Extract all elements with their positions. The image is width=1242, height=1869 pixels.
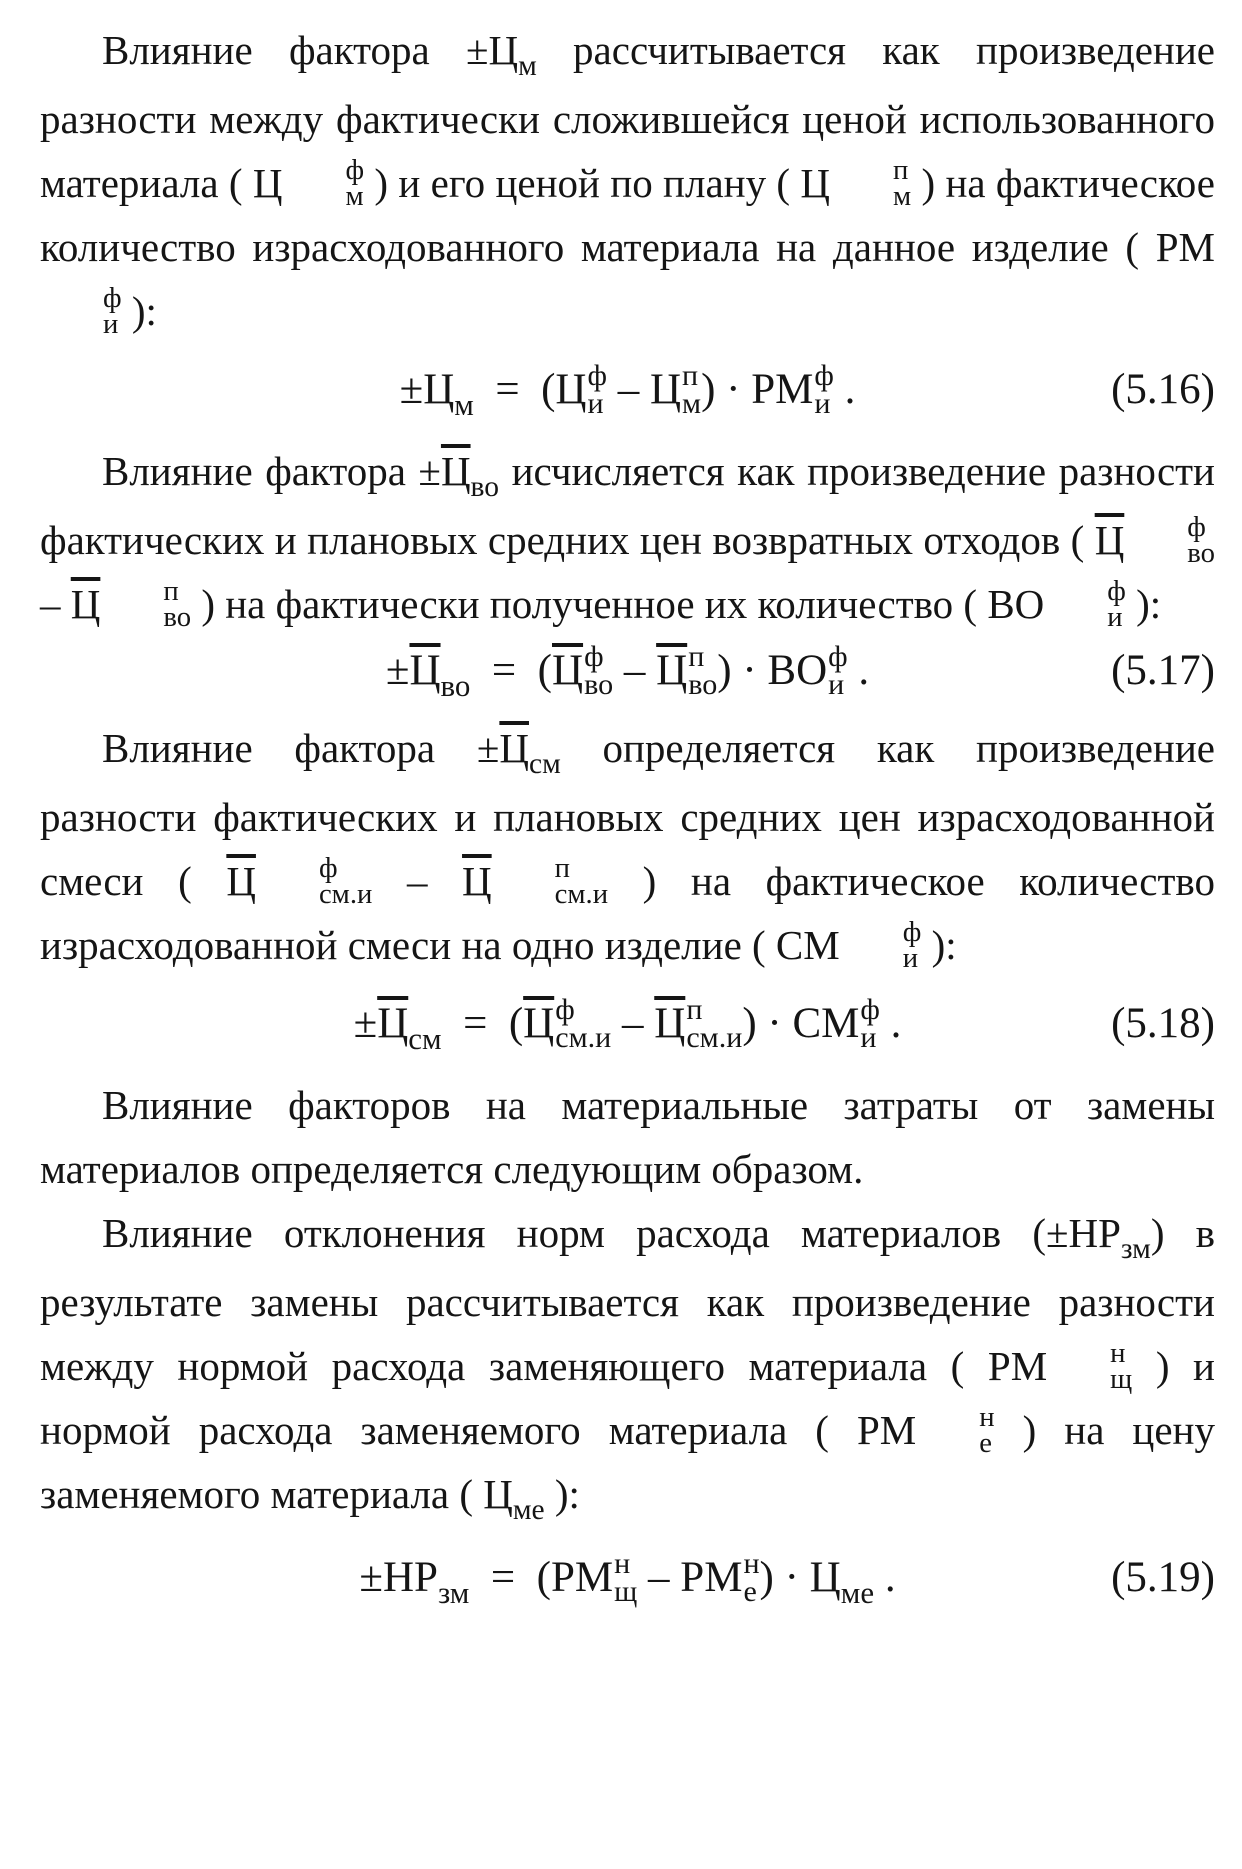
paragraph-replacement-intro: Влияние факторов на материальные затраты от замены материалов определяется следующим образом. <box>40 1082 1215 1192</box>
formula-number: (5.19) <box>1111 1554 1215 1601</box>
formula-number: (5.18) <box>1111 1000 1215 1047</box>
formula-5-19 <box>40 1531 1215 1627</box>
formula-expression: $\pm Ц_м = (Ц$ ф и – Ц п м ) · РМ ф и . <box>399 358 856 422</box>
formula-5-18 <box>40 977 1215 1073</box>
formula-5-17 <box>40 636 1215 716</box>
paragraph-norm-deviation: Влияние отклонения норм расхода материалов $(\pm НР_{зм})$ в результате замены рассчитывается как произведение разности между нормой расхода заменяющего материала ( РМ н щ ) и нормой расхода заменяемого материала ( РМ н е ) на цену заменяемого материала ( $Ц_{ме}$ ): <box>40 1210 1216 1527</box>
formula-expression: $\pm Ц_{см} = (Ц$ ф см.и – Ц п см.и ) · СМ ф и . <box>353 992 902 1056</box>
formula-5-16 <box>40 343 1215 439</box>
paragraph-factor-waste-price: Влияние фактора $\pm Ц_{во}$ исчисляется как произведение разности фактических и плановых средних цен возвратных отходов ( Ц ф во – Ц п во ) на фактически полученное их количество ( ВО ф и ): <box>40 448 1215 634</box>
formula-expression: $\pm НР_{зм} = (РМ$ н щ – РМ н е ) · $Ц_{ме}$ . <box>359 1546 896 1610</box>
formula-expression: $\pm Ц_{во} = (Ц$ ф во – Ц п во ) · ВО ф и . <box>385 639 870 703</box>
formula-number: (5.17) <box>1111 647 1215 694</box>
paragraph-factor-mixture-price: Влияние фактора $\pm Ц_{см}$ определяется как произведение разности фактических и плановых средних цен израсходованной смеси ( Ц ф см.и – Ц п см.и ) на фактическое количество израсходованной смеси на одно изделие ( СМ ф и ): <box>40 725 1216 975</box>
document-page <box>40 0 1215 1627</box>
paragraph-factor-material-price: Влияние фактора $\pm Ц_м$ рассчитывается как произведение разности между фактически сложившейся ценой использованного материала ( Ц ф м ) и его ценой по плану ( Ц п м ) на фактическое количество израсходованного материала на данное изделие ( РМ ф и ): <box>40 27 1215 341</box>
formula-number: (5.16) <box>1111 366 1215 413</box>
